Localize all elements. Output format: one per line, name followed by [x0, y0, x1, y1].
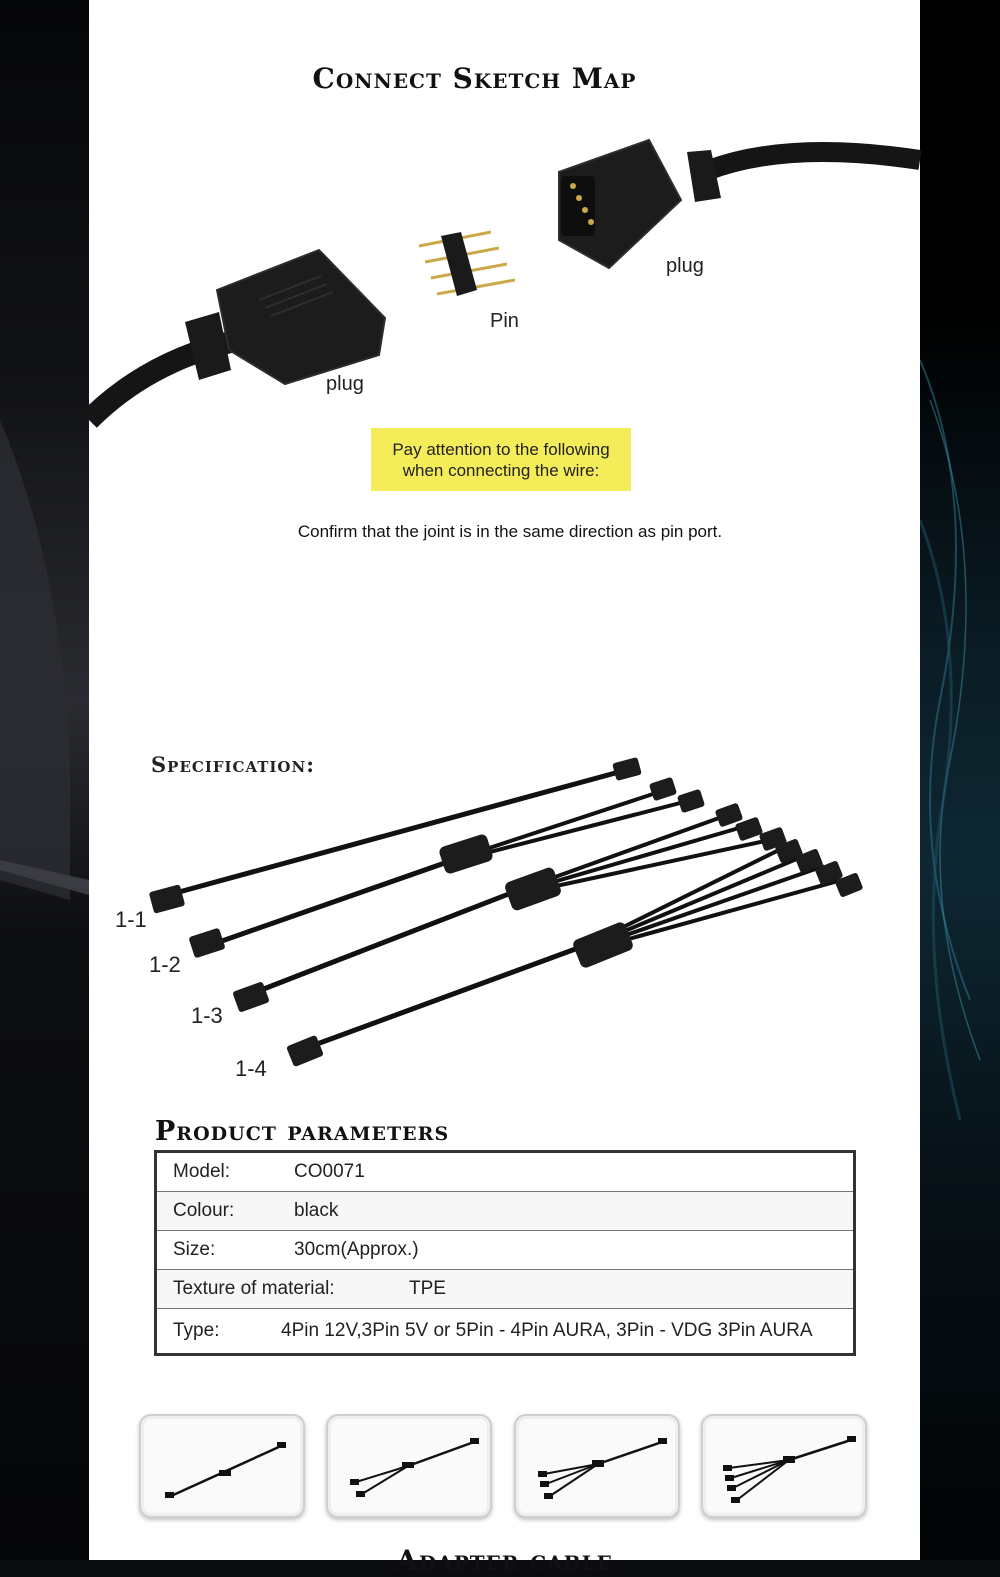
notice-line-2: when connecting the wire:	[402, 460, 600, 480]
thumbnail-cable-1-4	[703, 1416, 865, 1516]
param-value: black	[278, 1192, 855, 1231]
thumbnail-cable-1-1	[141, 1416, 303, 1516]
param-value: 30cm(Approx.)	[278, 1231, 855, 1270]
notice-line-1: Pay attention to the following	[392, 439, 610, 459]
param-label: Model:	[156, 1152, 279, 1192]
thumbnail-1-2[interactable]	[326, 1414, 492, 1518]
confirm-text: Confirm that the joint is in the same direction as pin port.	[297, 522, 723, 541]
thumbnail-1-3[interactable]	[514, 1414, 680, 1518]
notice-box	[371, 428, 631, 491]
param-value: 4Pin 12V,3Pin 5V or 5Pin - 4Pin AURA, 3Pin - VDG 3Pin AURA	[281, 1320, 813, 1341]
connect-illustration	[89, 0, 920, 420]
plug-label-left: plug	[326, 373, 364, 395]
pin-header-illustration	[419, 232, 515, 296]
param-value: CO0071	[278, 1152, 855, 1192]
param-label: Colour:	[156, 1192, 279, 1231]
specification-cables-illustration	[89, 750, 920, 1090]
cable-label-1-3: 1-3	[191, 1003, 223, 1028]
param-label: Texture of material:	[173, 1278, 335, 1299]
plug-label-right: plug	[666, 255, 704, 277]
product-parameters-title: Product parameters	[155, 1116, 450, 1147]
param-row-type	[156, 1309, 855, 1355]
left-background-panel	[0, 0, 89, 1560]
param-row-size	[156, 1231, 855, 1270]
param-type-cell	[156, 1309, 855, 1355]
left-plug-body	[217, 250, 385, 384]
thumbnail-1-4[interactable]	[701, 1414, 867, 1518]
right-background-art	[920, 0, 1000, 1560]
cable-1-1	[149, 757, 642, 914]
param-label: Type:	[173, 1320, 220, 1341]
param-row-colour	[156, 1192, 855, 1231]
param-label: Size:	[156, 1231, 279, 1270]
left-background-art	[0, 0, 89, 1560]
param-value: TPE	[409, 1278, 446, 1299]
thumbnail-cable-1-2	[328, 1416, 490, 1516]
param-row-material	[156, 1270, 855, 1309]
param-material-cell	[156, 1270, 855, 1309]
connect-sketch-map-title: Connect Sketch Map	[312, 62, 637, 95]
thumbnail-cable-1-3	[516, 1416, 678, 1516]
cable-label-1-2: 1-2	[149, 952, 181, 977]
right-cable	[709, 152, 920, 170]
thumbnail-1-1[interactable]	[139, 1414, 305, 1518]
pin-label: Pin	[490, 310, 519, 332]
specification-title: Specification:	[151, 752, 315, 777]
right-plug-socket	[561, 176, 595, 236]
product-parameters-table	[154, 1150, 856, 1356]
cable-label-1-4: 1-4	[235, 1056, 267, 1081]
cable-label-1-1: 1-1	[115, 907, 147, 932]
cable-1-4	[286, 838, 863, 1067]
param-row-model	[156, 1152, 855, 1192]
adapter-cable-title: Adapter cable	[396, 1544, 613, 1577]
product-detail-page	[89, 0, 920, 1577]
right-background-panel	[920, 0, 1000, 1560]
